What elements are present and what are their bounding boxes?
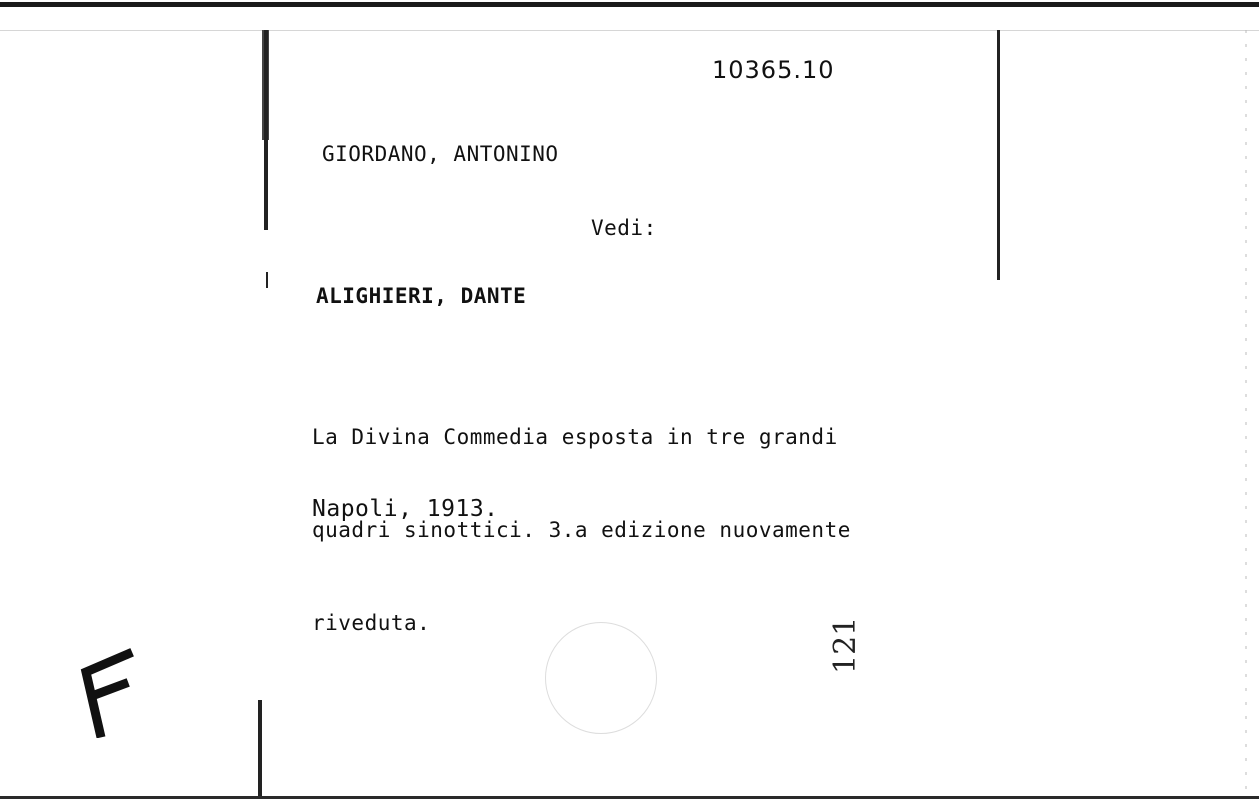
faded-circle-mark [545,622,657,734]
left-margin-tick [266,272,268,288]
call-number: 10365.10 [712,56,835,84]
right-edge-dots [1245,30,1247,790]
stamped-number [828,547,863,674]
title-line: riveduta. [312,611,431,635]
author-heading: ALIGHIERI, DANTE [316,284,527,308]
heading-name: GIORDANO, ANTONINO [322,142,559,166]
imprint: Napoli, 1913. [312,496,499,522]
card-top-rule [0,30,1259,31]
title-line: quadri sinottici. 3.a edizione nuovamente [312,518,851,542]
card-top-border [0,2,1259,7]
see-reference-label: Vedi: [591,216,657,240]
stamp-number-text: 121 [828,616,863,674]
title-line: La Divina Commedia esposta in tre grandi [312,425,838,449]
handwritten-f-mark [78,648,138,738]
bottom-left-margin-line [258,700,262,796]
left-margin-line [264,30,268,230]
card-bottom-border [0,796,1259,799]
right-margin-line [997,30,1000,280]
